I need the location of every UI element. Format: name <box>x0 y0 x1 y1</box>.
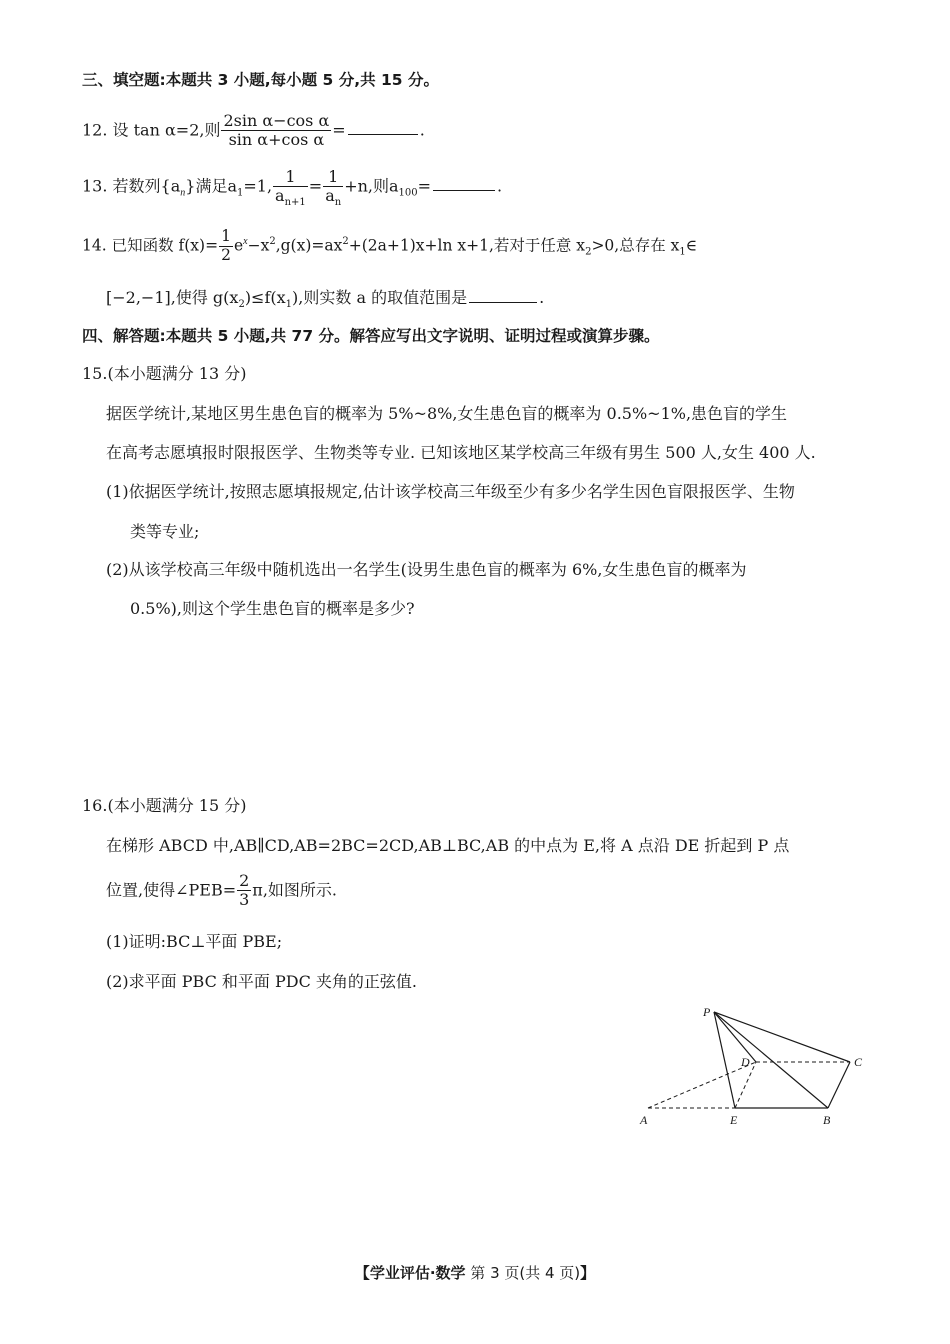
label-C: C <box>854 1055 863 1069</box>
q15-subquestion-1-line-1: (1)依据医学统计,按照志愿填报规定,估计该学校高三年级至少有多少名学生因色盲限报医学、生物 <box>106 482 795 501</box>
q16-p2a: 位置,使得∠PEB= <box>106 880 237 900</box>
label-B: B <box>823 1113 831 1127</box>
q13-sub100: 100 <box>398 187 418 199</box>
label-E: E <box>730 1113 738 1127</box>
edge-BC <box>828 1062 850 1108</box>
q13-frac1-den-sub: n+1 <box>284 197 306 209</box>
q16-frac-num: 2 <box>239 871 250 890</box>
q16-header: 16.(本小题满分 15 分) <box>82 796 247 815</box>
q15-paragraph-line-2: 在高考志愿填报时限报医学、生物类等专业. 已知该地区某学校高三年级有男生 500 人,女生 400 人. <box>106 443 816 462</box>
q13-text4: +n,则a <box>344 176 399 196</box>
q13-fraction-2 <box>323 167 343 209</box>
question-12 <box>82 112 425 150</box>
q12-denominator: sin α+cos α <box>228 130 325 150</box>
q16-p2b: π,如图所示. <box>252 880 337 900</box>
q13-frac1-den: a <box>275 186 285 206</box>
q14-line2-b: )≤f(x <box>244 288 286 307</box>
q13-frac1-num: 1 <box>273 168 308 187</box>
q13-prefix: 13. 若数列{a <box>82 176 181 196</box>
q14-g-def: ,g(x)=ax <box>275 236 343 255</box>
q13-frac2-num: 1 <box>323 168 343 187</box>
footer-left-bracket: 【 <box>354 1264 370 1282</box>
q12-numerator: 2sin α−cos α <box>223 111 330 130</box>
q16-subquestion-1: (1)证明:BC⊥平面 PBE; <box>106 932 283 951</box>
page-footer <box>0 1262 950 1283</box>
q14-half-den: 2 <box>221 245 231 264</box>
q13-text2: }满足a <box>185 176 237 196</box>
q14-exists: >0,总存在 x <box>591 236 680 255</box>
label-P: P <box>703 1005 711 1019</box>
geometry-figure <box>630 1000 870 1135</box>
q15-header: 15.(本小题满分 13 分) <box>82 364 247 383</box>
q13-end: . <box>497 176 503 196</box>
q13-eq: = <box>308 176 323 196</box>
question-14-line-1: 14. 已知函数 f(x)= $\frac{1}{2}$ $e^x-x^2,g(x)=ax^2+(2a+1)x+\ln$ x+1,若对于任意 $x_2>0$,总存在 $x_1\in$ <box>82 227 698 264</box>
q15-subquestion-2-line-1: (2)从该学校高三年级中随机选出一名学生(设男生患色盲的概率为 6%,女生患色盲的概率为 <box>106 560 747 579</box>
q13-text3: =1, <box>243 176 273 196</box>
q13-fraction-1 <box>273 167 308 209</box>
q14-prefix: 14. 已知函数 f(x)= <box>82 236 219 255</box>
q16-paragraph-line-2 <box>106 872 337 910</box>
footer-page-number: 第 3 页(共 4 页) <box>470 1264 581 1282</box>
q12-prefix: 12. 设 tan α=2,则 <box>82 120 221 140</box>
section-4-title: 四、解答题:本题共 5 小题,共 77 分。解答应写出文字说明、证明过程或演算步骤。 <box>82 327 660 345</box>
question-14-line-2: [−2,−1],使得 $g(x_2)\le f(x_1)$,则实数 a 的取值范围是 . <box>106 288 545 311</box>
footer-right-bracket: 】 <box>580 1264 596 1282</box>
q15-subquestion-2-line-2: 0.5%),则这个学生患色盲的概率是多少? <box>130 599 415 618</box>
q14-e: e <box>233 236 244 255</box>
question-13: 13. 若数列$\{a_n\}$满足$a_1=1$, $\frac{1}{a_{n+1}}$ = $\frac{1}{a_n}$ +n,则$a_{100}=$ . <box>82 167 503 209</box>
edge-AD-dashed <box>648 1062 756 1108</box>
label-A: A <box>640 1113 648 1127</box>
section-3-title: 三、填空题:本题共 3 小题,每小题 5 分,共 15 分。 <box>82 71 439 89</box>
footer-brand: 学业评估·数学 <box>369 1264 466 1282</box>
q13-text5: = <box>417 176 432 196</box>
q14-line2-a: [−2,−1],使得 g(x <box>106 288 239 307</box>
q14-end: . <box>539 288 545 307</box>
q12-fraction <box>221 112 331 150</box>
q13-frac2-den-sub: n <box>334 197 342 209</box>
q16-subquestion-2: (2)求平面 PBC 和平面 PDC 夹角的正弦值. <box>106 972 417 991</box>
q12-suffix: = <box>332 120 346 140</box>
label-D: D <box>741 1055 750 1069</box>
q12-end: . <box>419 120 425 140</box>
q14-answer-blank <box>469 288 537 303</box>
edge-PB <box>714 1012 828 1108</box>
q13-answer-blank <box>433 176 495 191</box>
q14-half-fraction <box>219 228 233 265</box>
q13-frac2-den: a <box>325 186 335 206</box>
q12-answer-blank <box>348 120 418 135</box>
q15-paragraph-line-1: 据医学统计,某地区男生患色盲的概率为 5%~8%,女生患色盲的概率为 0.5%~1%,患色盲的学生 <box>106 404 788 423</box>
q14-minus-x: −x <box>247 236 270 255</box>
q14-line2-c: ),则实数 a 的取值范围是 <box>292 288 468 307</box>
q14-in: ∈ <box>685 236 698 255</box>
q14-half-num: 1 <box>221 227 231 245</box>
q16-fraction <box>237 872 251 910</box>
q15-subquestion-1-line-2: 类等专业; <box>130 522 200 541</box>
q16-paragraph-line-1: 在梯形 ABCD 中,AB∥CD,AB=2BC=2CD,AB⊥BC,AB 的中点为 E,将 A 点沿 DE 折起到 P 点 <box>106 836 790 855</box>
q14-g-rest: +(2a+1)x+ln x+1,若对于任意 x <box>348 236 586 255</box>
q16-frac-den: 3 <box>239 890 250 910</box>
